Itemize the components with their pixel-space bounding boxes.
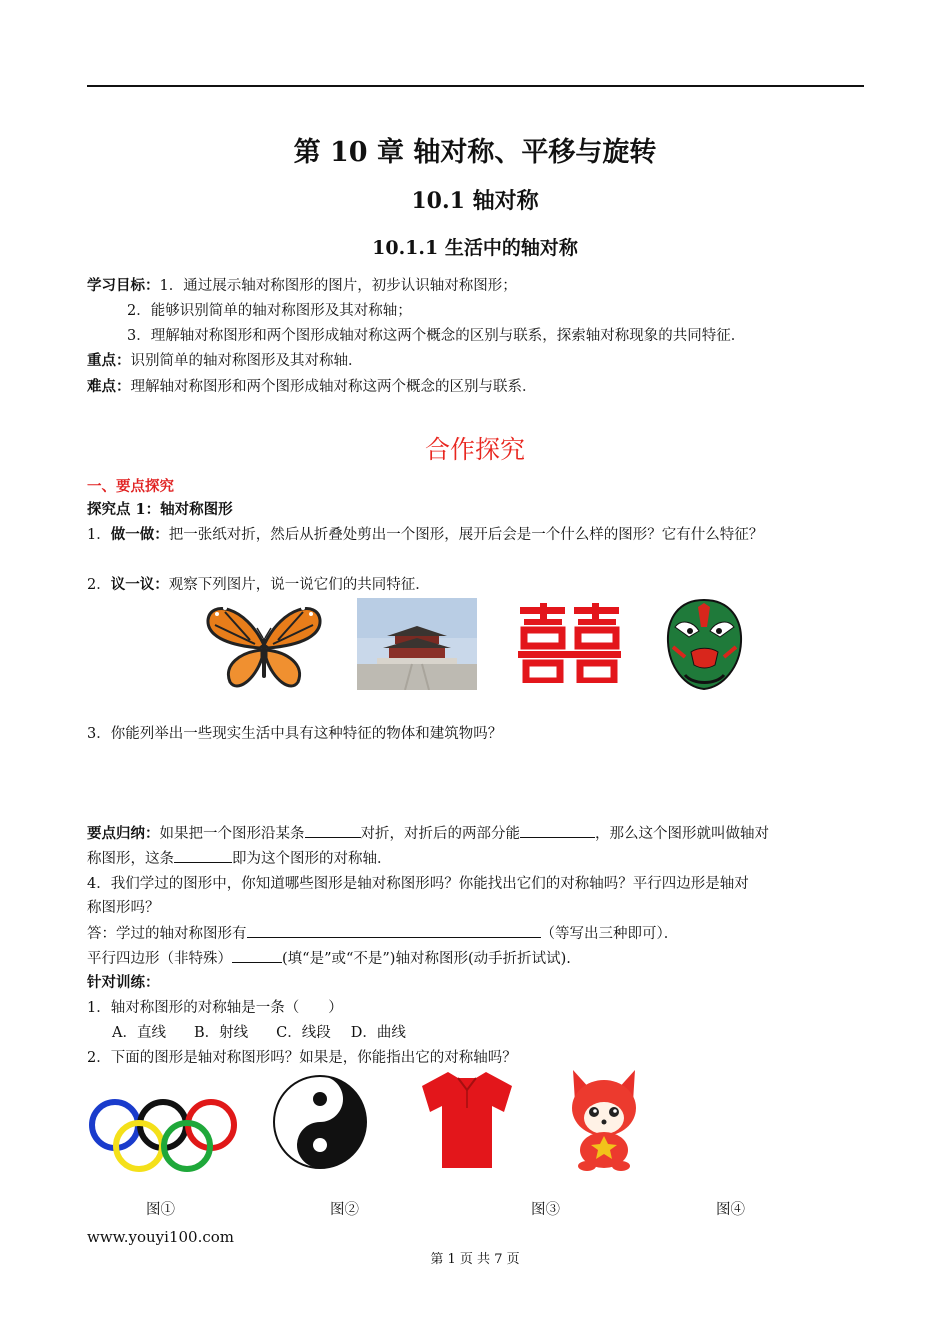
yin-yang-figure [271, 1073, 369, 1171]
part1-title: 一、要点探究 [87, 478, 174, 495]
parallel-text-b: (填“是”或“不是”)轴对称图形(动手折折试试). [282, 951, 571, 967]
parallel-text-a: 平行四边形（非特殊） [87, 951, 232, 967]
difficult-point-text: 理解轴对称图形和两个图形成轴对称这两个概念的区别与联系． [130, 379, 537, 395]
answer-text-a: 答：学过的轴对称图形有 [87, 926, 247, 942]
q2-text: 观察下列图片，说一说它们的共同特征． [168, 577, 430, 593]
red-shirt-figure [418, 1068, 516, 1170]
practice-q2: 2．下面的图形是轴对称图形吗？如果是，你能指出它的对称轴吗？ [87, 1050, 517, 1066]
figure-caption-3: 图③ [531, 1202, 560, 1218]
q2-number: 2． [87, 577, 111, 593]
answer-line [87, 923, 678, 944]
blank-coincide[interactable] [520, 823, 595, 838]
option-a[interactable]: A．直线 [112, 1025, 166, 1041]
objectives-label: 学习目标： [87, 277, 160, 294]
double-happiness-image [518, 603, 621, 683]
option-b[interactable]: B．射线 [193, 1025, 249, 1041]
q1-text: 把一张纸对折，然后从折叠处剪出一个图形，展开后会是一个什么样的图形？它有什么特征？ [168, 527, 764, 543]
question-3: 3．你能列举出一些现实生活中具有这种特征的物体和建筑物吗？ [87, 726, 503, 742]
opera-mask-image [663, 597, 746, 692]
question-1 [87, 525, 763, 545]
figure-caption-4: 图④ [716, 1202, 745, 1218]
cooperative-banner: 合作探究 [424, 435, 525, 464]
objective-2: 2．能够识别简单的轴对称图形及其对称轴； [127, 303, 412, 319]
difficult-point-label: 难点： [87, 378, 131, 395]
figure-caption-1: 图① [146, 1202, 175, 1218]
palace-image [357, 598, 477, 690]
website-link[interactable]: www.youyi100.com [87, 1228, 234, 1246]
question-4-line-2: 称图形吗？ [87, 900, 160, 916]
figure-caption-2: 图② [330, 1202, 359, 1218]
blank-is-or-not[interactable] [232, 948, 282, 963]
objective-line-1 [87, 276, 517, 296]
option-d[interactable]: D．曲线 [350, 1025, 406, 1041]
chapter-title: 第 10 章 轴对称、平移与旋转 [293, 137, 657, 168]
key-point-text: 识别简单的轴对称图形及其对称轴． [130, 353, 363, 369]
difficult-point-line [87, 377, 537, 397]
header-rule [87, 85, 864, 87]
key-point-label: 重点： [87, 352, 131, 369]
summary-text-b: 对折，对折后的两部分能 [360, 826, 520, 842]
summary-line-1 [87, 823, 769, 844]
summary-line-2 [87, 848, 392, 869]
blank-shapes[interactable] [247, 923, 541, 938]
summary-text-a: 如果把一个图形沿某条 [159, 826, 305, 842]
summary-text-c: ，那么这个图形就叫做轴对 [595, 826, 769, 842]
objective-1: 1．通过展示轴对称图形的图片，初步认识轴对称图形； [159, 278, 517, 294]
summary-label: 要点归纳： [87, 825, 160, 842]
question-4-line-1: 4．我们学过的图形中，你知道哪些图形是轴对称图形吗？你能找出它们的对称轴吗？平行四边形是轴对 [87, 876, 749, 892]
summary-text-e: 即为这个图形的对称轴． [232, 851, 392, 867]
q1-label: 做一做： [110, 526, 169, 543]
butterfly-image [205, 600, 323, 695]
question-2 [87, 575, 430, 595]
blank-line-name[interactable] [174, 848, 232, 863]
section-title: 10.1 轴对称 [411, 188, 539, 214]
option-c[interactable]: C．线段 [276, 1025, 331, 1041]
objective-3: 3．理解轴对称图形和两个图形成轴对称这两个概念的区别与联系，探索轴对称现象的共同特征． [127, 328, 746, 344]
parallelogram-line [87, 948, 571, 969]
key-point-line [87, 351, 363, 371]
q1-number: 1． [87, 527, 111, 543]
summary-text-d: 称图形，这条 [87, 851, 174, 867]
answer-text-b: （等写出三种即可）． [540, 926, 679, 942]
practice-q1: 1．轴对称图形的对称轴是一条（ ） [87, 1000, 343, 1016]
blank-fold-line[interactable] [305, 823, 361, 838]
subsection-title: 10.1.1 生活中的轴对称 [372, 237, 578, 259]
q2-label: 议一议： [110, 576, 169, 593]
olympic-rings-figure [88, 1098, 238, 1173]
point1-title: 探究点 1：轴对称图形 [87, 501, 233, 518]
practice-q1-options [112, 1023, 406, 1043]
practice-title: 针对训练： [87, 974, 160, 991]
page-number: 第 1 页 共 7 页 [430, 1252, 520, 1267]
fox-doll-figure [565, 1068, 643, 1172]
